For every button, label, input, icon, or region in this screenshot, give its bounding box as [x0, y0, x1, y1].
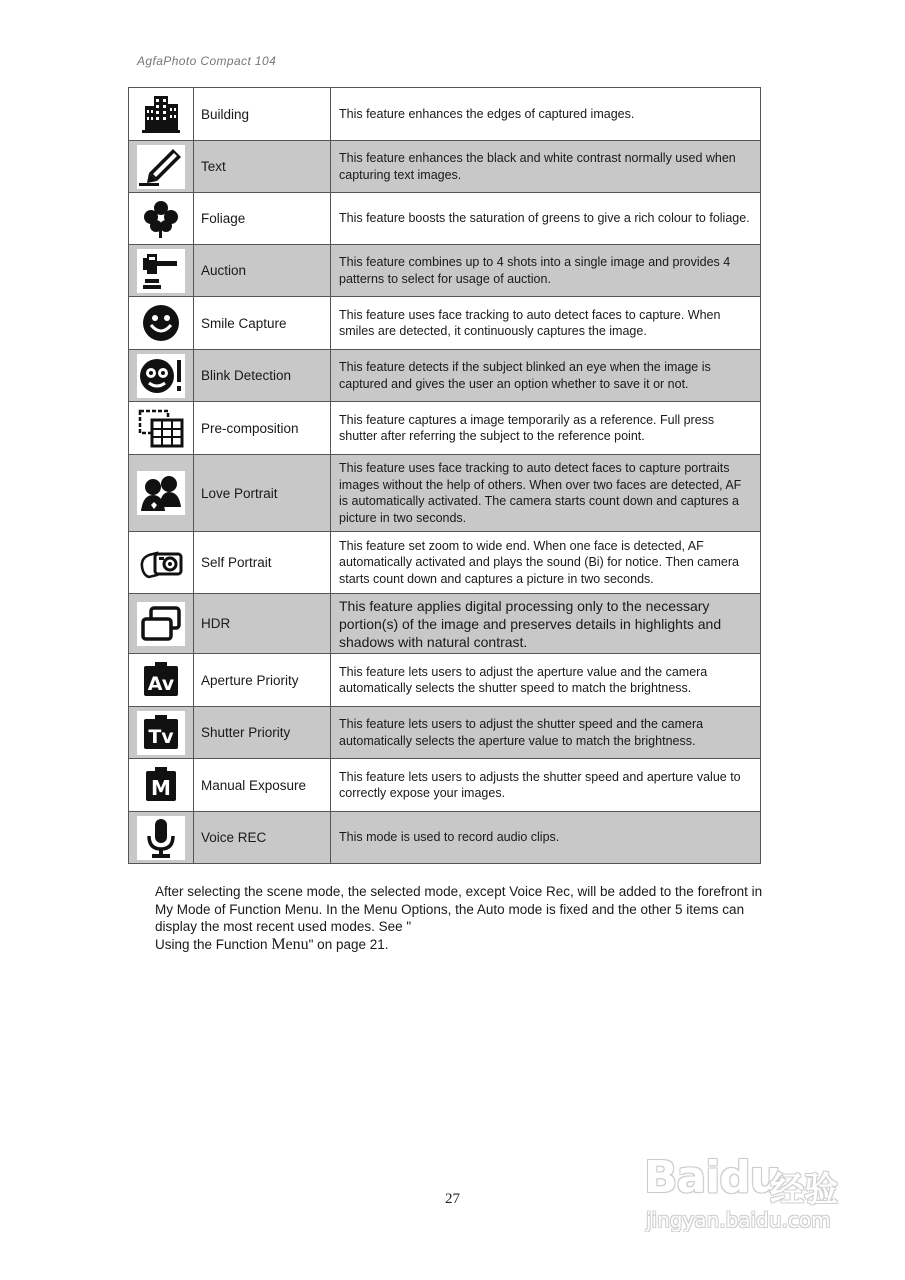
svg-text:M: M	[151, 776, 171, 800]
body-line-1: After selecting the scene mode, the selected mode, except Voice Rec, will be added to the forefront in My Mode of Function Menu. In the Menu Options, the Auto mode is fixed and the other 5 items can display the most recent used modes. See "	[155, 884, 763, 934]
mode-description: This feature lets users to adjust the shutter speed and the camera automatically selects the aperture value to match the brightness.	[331, 707, 761, 759]
microphone-icon	[137, 816, 185, 860]
mode-row-auction	[129, 245, 761, 297]
mode-description: This feature lets users to adjusts the shutter speed and aperture value to correctly expose your images.	[331, 759, 761, 812]
mode-name: Foliage	[194, 193, 331, 245]
mode-description: This feature detects if the subject blinked an eye when the image is captured and gives the user an option whether to save it or not.	[331, 350, 761, 402]
baidu-watermark	[640, 1140, 860, 1250]
hdr-frames-icon	[137, 602, 185, 646]
body-paragraph	[155, 883, 765, 953]
mode-name: Aperture Priority	[194, 654, 331, 707]
mode-row-shutter-priority	[129, 707, 761, 759]
text-pen-icon	[137, 145, 185, 189]
watermark-logo: Baidu	[644, 1152, 781, 1203]
menu-word: Menu	[271, 935, 309, 953]
mode-name: Love Portrait	[194, 455, 331, 532]
auction-hammer-icon	[137, 249, 185, 293]
mode-row-manual-exposure	[129, 759, 761, 812]
mode-description: This feature combines up to 4 shots into a single image and provides 4 patterns to select for usage of auction.	[331, 245, 761, 297]
mode-name: Text	[194, 141, 331, 193]
mode-description: This feature uses face tracking to auto detect faces to capture. When smiles are detected, it continuously captures the image.	[331, 297, 761, 350]
body-line-2-suffix: " on page 21.	[308, 936, 389, 952]
mode-row-self-portrait	[129, 532, 761, 594]
mode-description: This feature captures a image temporarily as a reference. Full press shutter after referring the subject to the reference point.	[331, 402, 761, 455]
manual-m-icon	[137, 763, 185, 807]
tv-shutter-icon	[137, 711, 185, 755]
mode-row-aperture-priority	[129, 654, 761, 707]
mode-name: Shutter Priority	[194, 707, 331, 759]
mode-name: Auction	[194, 245, 331, 297]
mode-row-building	[129, 88, 761, 141]
mode-row-voice-rec	[129, 812, 761, 864]
body-line-2	[155, 936, 765, 954]
mode-name: Blink Detection	[194, 350, 331, 402]
mode-description: This feature uses face tracking to auto detect faces to capture portraits images without the help of others. When over two faces are detected, AF is automatically activated. The camera starts count down and captures a picture in two seconds.	[331, 455, 761, 532]
mode-row-text	[129, 141, 761, 193]
mode-row-foliage	[129, 193, 761, 245]
mode-name: Manual Exposure	[194, 759, 331, 812]
mode-description: This feature boosts the saturation of greens to give a rich colour to foliage.	[331, 193, 761, 245]
body-line-2-prefix: Using the Function	[155, 936, 272, 952]
mode-name: Building	[194, 88, 331, 141]
mode-name: Voice REC	[194, 812, 331, 864]
self-portrait-camera-icon	[137, 541, 185, 585]
mode-row-blink-detection	[129, 350, 761, 402]
mode-description: This feature set zoom to wide end. When one face is detected, AF automatically activated and plays the sound (Bi) for notice. Then camera starts count down and captures a picture in two seconds.	[331, 532, 761, 594]
pre-composition-grid-icon	[137, 406, 185, 450]
love-portrait-icon	[137, 471, 185, 515]
clover-icon	[137, 197, 185, 241]
mode-description: This feature enhances the black and white contrast normally used when capturing text images.	[331, 141, 761, 193]
mode-name: Pre-composition	[194, 402, 331, 455]
watermark-cn: 经验	[770, 1170, 838, 1210]
mode-row-hdr	[129, 594, 761, 654]
svg-text:Tv: Tv	[148, 725, 174, 748]
document-header: AgfaPhoto Compact 104	[137, 54, 277, 68]
page-number: 27	[445, 1191, 460, 1207]
scene-modes-table	[128, 87, 761, 864]
building-icon	[137, 92, 185, 136]
watermark-url: jingyan.baidu.com	[646, 1208, 831, 1232]
mode-row-pre-composition	[129, 402, 761, 455]
mode-description: This feature enhances the edges of captured images.	[331, 88, 761, 141]
smile-face-icon	[137, 301, 185, 345]
mode-name: HDR	[194, 594, 331, 654]
mode-description: This mode is used to record audio clips.	[331, 812, 761, 864]
mode-row-smile-capture	[129, 297, 761, 350]
mode-name: Smile Capture	[194, 297, 331, 350]
mode-description: This feature lets users to adjust the aperture value and the camera automatically selects the shutter speed to match the brightness.	[331, 654, 761, 707]
mode-name: Self Portrait	[194, 532, 331, 594]
svg-text:Av: Av	[147, 673, 175, 695]
blink-face-icon	[137, 354, 185, 398]
mode-row-love-portrait	[129, 455, 761, 532]
av-aperture-icon	[137, 658, 185, 702]
mode-description: This feature applies digital processing only to the necessary portion(s) of the image and preserves details in highlights and shadows with natural contrast.	[331, 594, 761, 654]
